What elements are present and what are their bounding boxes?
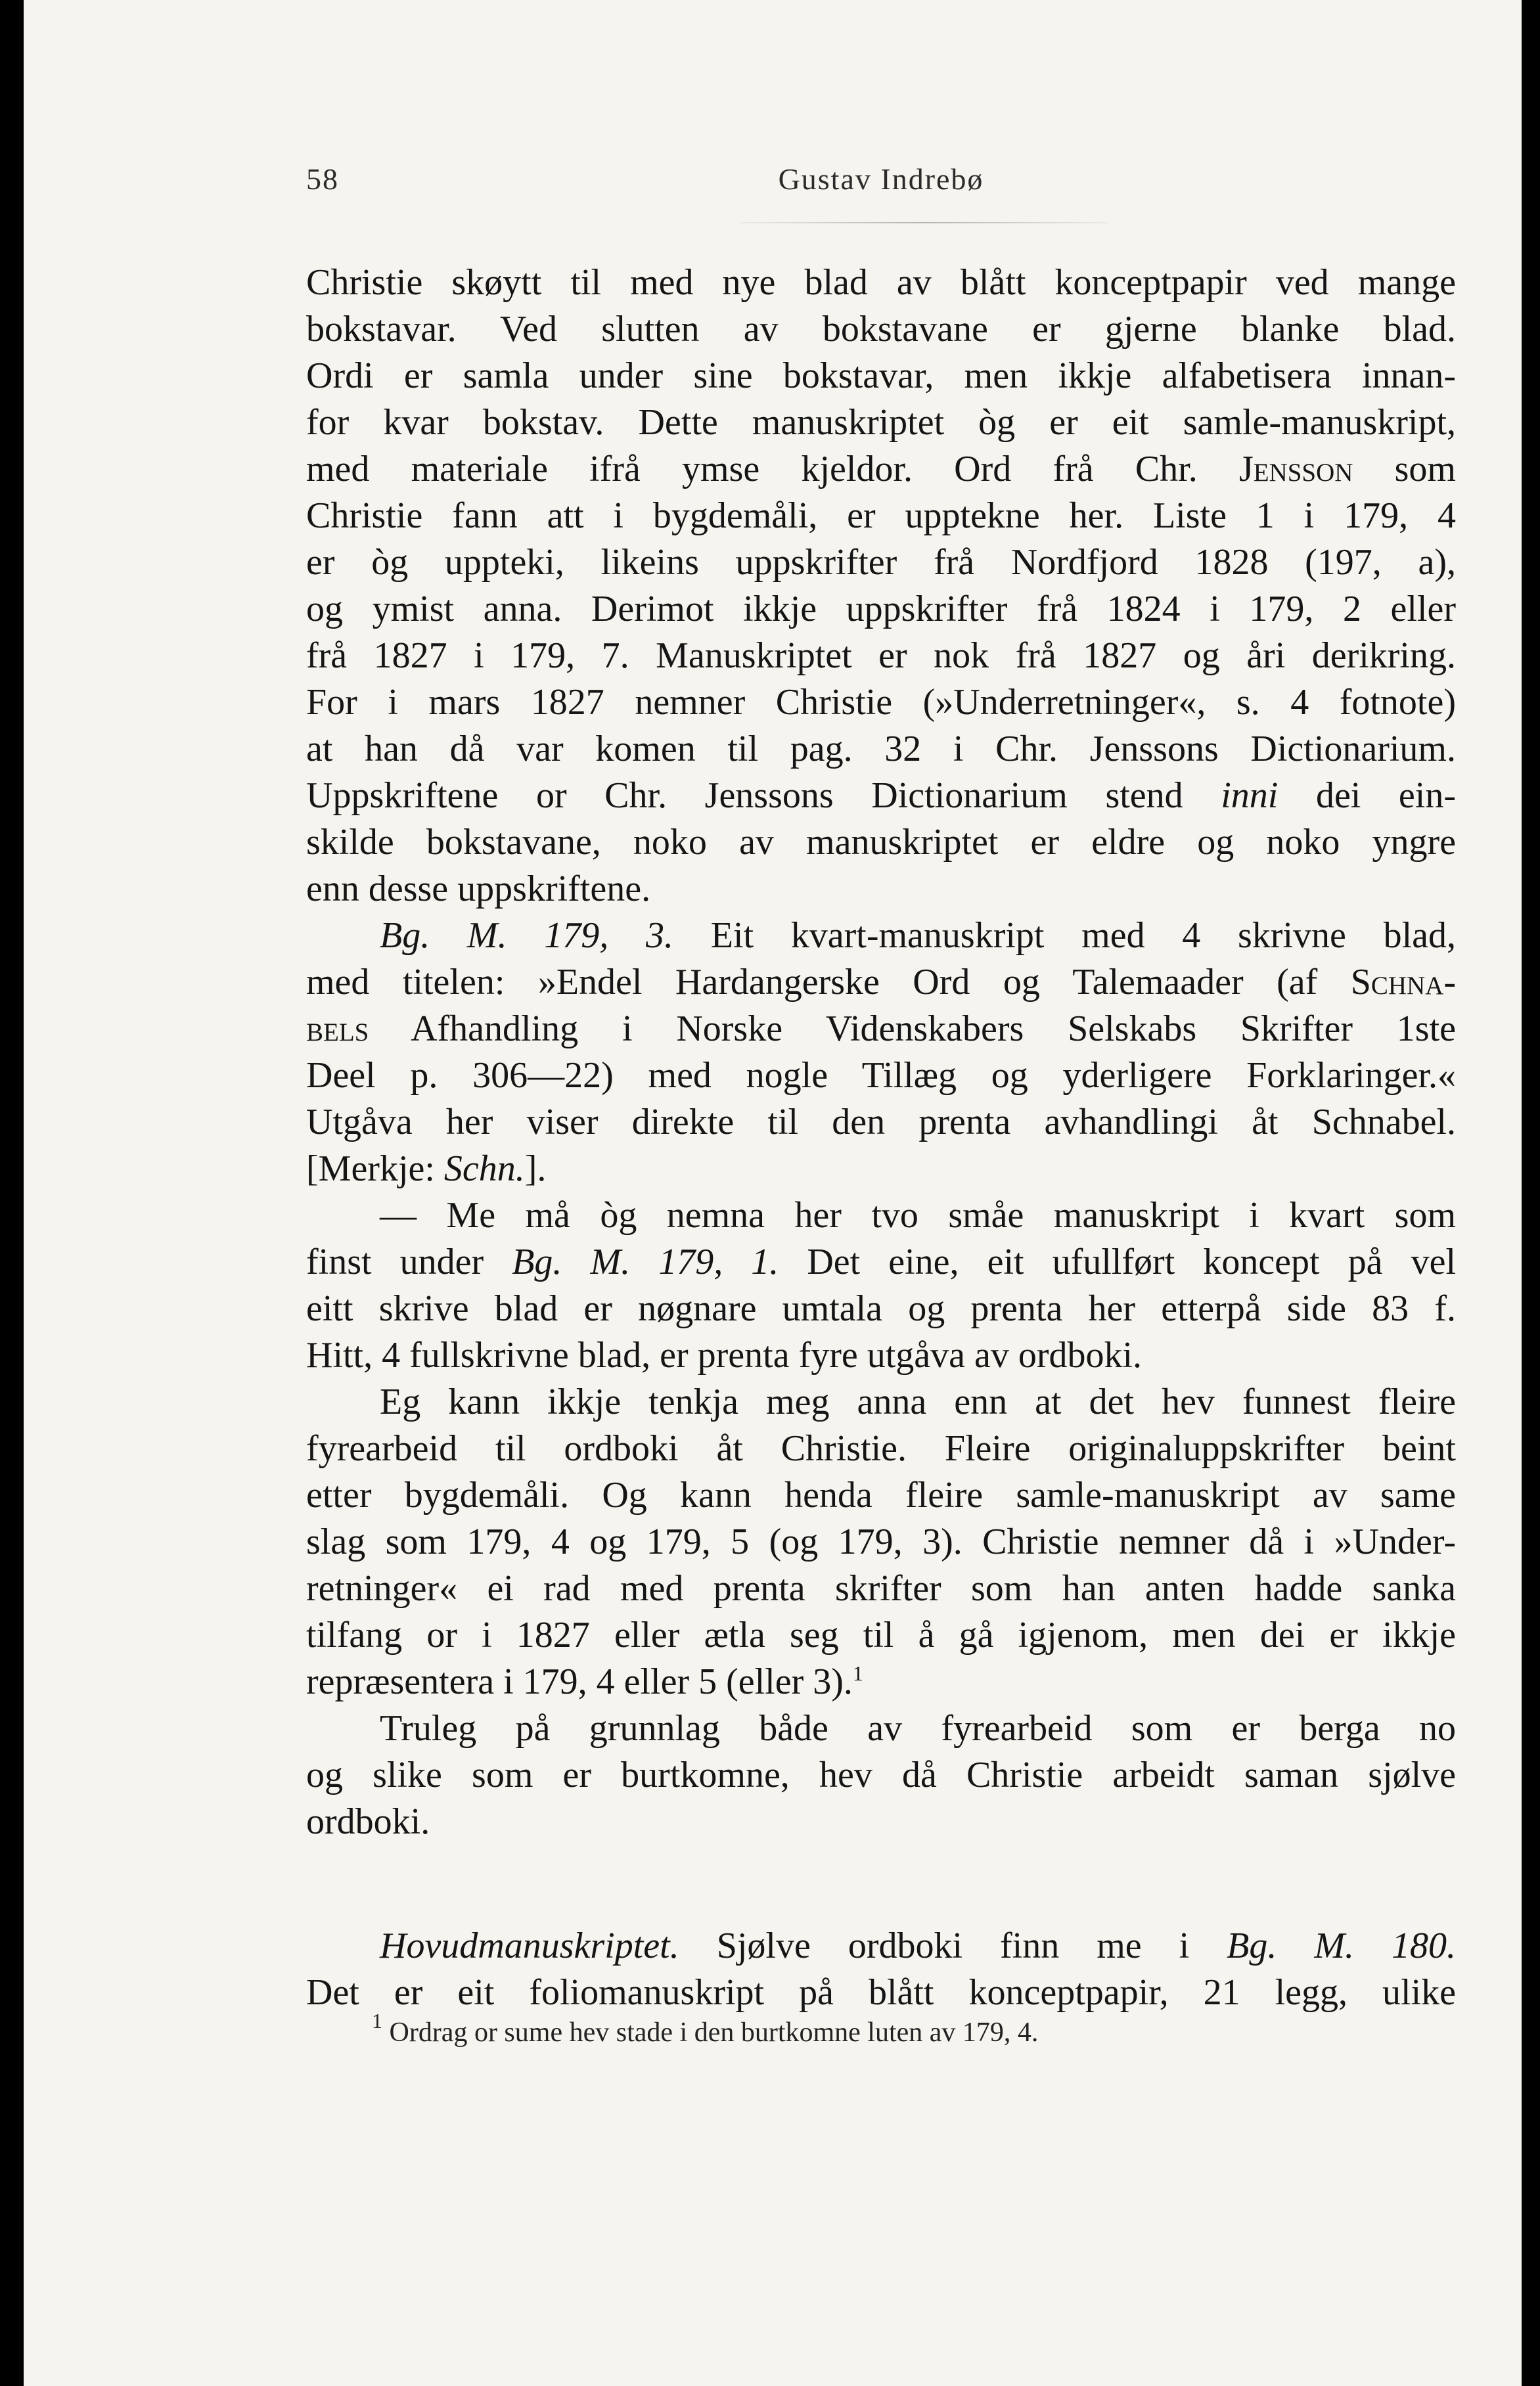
text-line: eitt skrive blad er nøgnare umtala og prenta her etterpå side 83 f.	[306, 1288, 1456, 1329]
text-line: [Merkje: Schn.].	[306, 1148, 547, 1189]
italic-word: Schn.	[443, 1148, 525, 1189]
text-line: For i mars 1827 nemner Christie (»Underretninger«, s. 4 fotnote)	[306, 682, 1456, 723]
text-line: Hovudmanuskriptet. Sjølve ordboki finn me i Bg. M. 180.	[380, 1925, 1456, 1966]
italic-word: inni	[1221, 775, 1279, 816]
footnote-marker: 1	[852, 1661, 863, 1685]
manuscript-ref: Bg. M. 179, 1.	[512, 1242, 779, 1282]
text-line: at han då var komen til pag. 32 i Chr. Jenssons Dictionarium.	[306, 729, 1456, 769]
text-line: Christie skøytt til med nye blad av blått konceptpapir ved mange	[306, 262, 1456, 303]
page-number: 58	[306, 162, 339, 196]
body-text	[306, 259, 1456, 2016]
text-line: Uppskriftene or Chr. Jenssons Dictionarium stend inni dei ein-	[306, 775, 1456, 816]
text-line: fyrearbeid til ordboki åt Christie. Fleire originaluppskrifter beint	[306, 1428, 1456, 1469]
text-line: og ymist anna. Derimot ikkje uppskrifter frå 1824 i 179, 2 eller	[306, 589, 1456, 629]
text-line: Hitt, 4 fullskrivne blad, er prenta fyre utgåva av ordboki.	[306, 1335, 1143, 1376]
text-line: — Me må òg nemna her tvo småe manuskript i kvart som	[380, 1195, 1456, 1236]
text-line: Bg. M. 179, 3. Eit kvart-manuskript med 4 skrivne blad,	[380, 915, 1456, 956]
text-line: med titelen: »Endel Hardangerske Ord og Talemaader (af Schna-	[306, 962, 1456, 1002]
header-rule	[740, 222, 1108, 223]
text-line: finst under Bg. M. 179, 1. Det eine, eit ufullført koncept på vel	[306, 1242, 1456, 1282]
running-title: Gustav Indrebø	[778, 162, 984, 196]
text-line: tilfang or i 1827 eller ætla seg til å gå igjenom, men dei er ikkje	[306, 1615, 1456, 1655]
text-line: med materiale ifrå ymse kjeldor. Ord frå Chr. Jensson som	[306, 449, 1456, 489]
footnote-number: 1	[372, 2009, 382, 2033]
text-line: Truleg på grunnlag både av fyrearbeid som er berga no	[380, 1708, 1456, 1749]
manuscript-ref: Bg. M. 180.	[1227, 1925, 1456, 1966]
text-line: etter bygdemåli. Og kann henda fleire samle-manuskript av same	[306, 1475, 1456, 1516]
text-line: ordboki.	[306, 1801, 430, 1842]
text-line: Ordi er samla under sine bokstavar, men ikkje alfabetisera innan-	[306, 355, 1456, 396]
book-page	[24, 0, 1522, 2386]
text-line: repræsentera i 179, 4 eller 5 (eller 3).$^1$	[306, 1661, 863, 1702]
text-line: for kvar bokstav. Dette manuskriptet òg er eit samle-manuskript,	[306, 402, 1456, 443]
footnote-text: Ordrag or sume hev stade i den burtkomne luten av 179, 4.	[389, 2017, 1039, 2048]
text-line: og slike som er burtkomne, hev då Christie arbeidt saman sjølve	[306, 1755, 1456, 1795]
author-name-smallcaps: bels	[306, 1008, 369, 1049]
text-line: enn desse uppskriftene.	[306, 868, 651, 909]
page-header	[306, 162, 1456, 201]
text-line: Christie fann att i bygdemåli, er upptekne her. Liste 1 i 179, 4	[306, 495, 1456, 536]
text-line: er òg uppteki, likeins uppskrifter frå Nordfjord 1828 (197, a),	[306, 542, 1456, 583]
text-line: bels Afhandling i Norske Videnskabers Selskabs Skrifter 1ste	[306, 1008, 1456, 1049]
text-line: frå 1827 i 179, 7. Manuskriptet er nok frå 1827 og åri derikring.	[306, 635, 1456, 676]
text-line: Eg kann ikkje tenkja meg anna enn at det hev funnest fleire	[380, 1382, 1456, 1422]
section-heading: Hovudmanuskriptet.	[380, 1925, 679, 1966]
text-line: slag som 179, 4 og 179, 5 (og 179, 3). Christie nemner då i »Under-	[306, 1521, 1456, 1562]
section-gap	[306, 1845, 1456, 1923]
text-line: retninger« ei rad med prenta skrifter som han anten hadde sanka	[306, 1568, 1456, 1609]
text-line: Utgåva her viser direkte til den prenta avhandlingi åt Schnabel.	[306, 1102, 1456, 1142]
text-line: skilde bokstavane, noko av manuskriptet er eldre og noko yngre	[306, 822, 1456, 863]
text-line: bokstavar. Ved slutten av bokstavane er gjerne blanke blad.	[306, 309, 1456, 349]
text-line: Det er eit foliomanuskript på blått konceptpapir, 21 legg, ulike	[306, 1972, 1456, 2013]
author-name-smallcaps: Jensson	[1238, 449, 1353, 489]
footnote	[372, 2009, 1397, 2048]
text-line: Deel p. 306—22) med nogle Tillæg og yderligere Forklaringer.«	[306, 1055, 1456, 1096]
manuscript-ref: Bg. M. 179, 3.	[380, 915, 674, 956]
author-name-smallcaps: Schna-	[1350, 962, 1456, 1002]
